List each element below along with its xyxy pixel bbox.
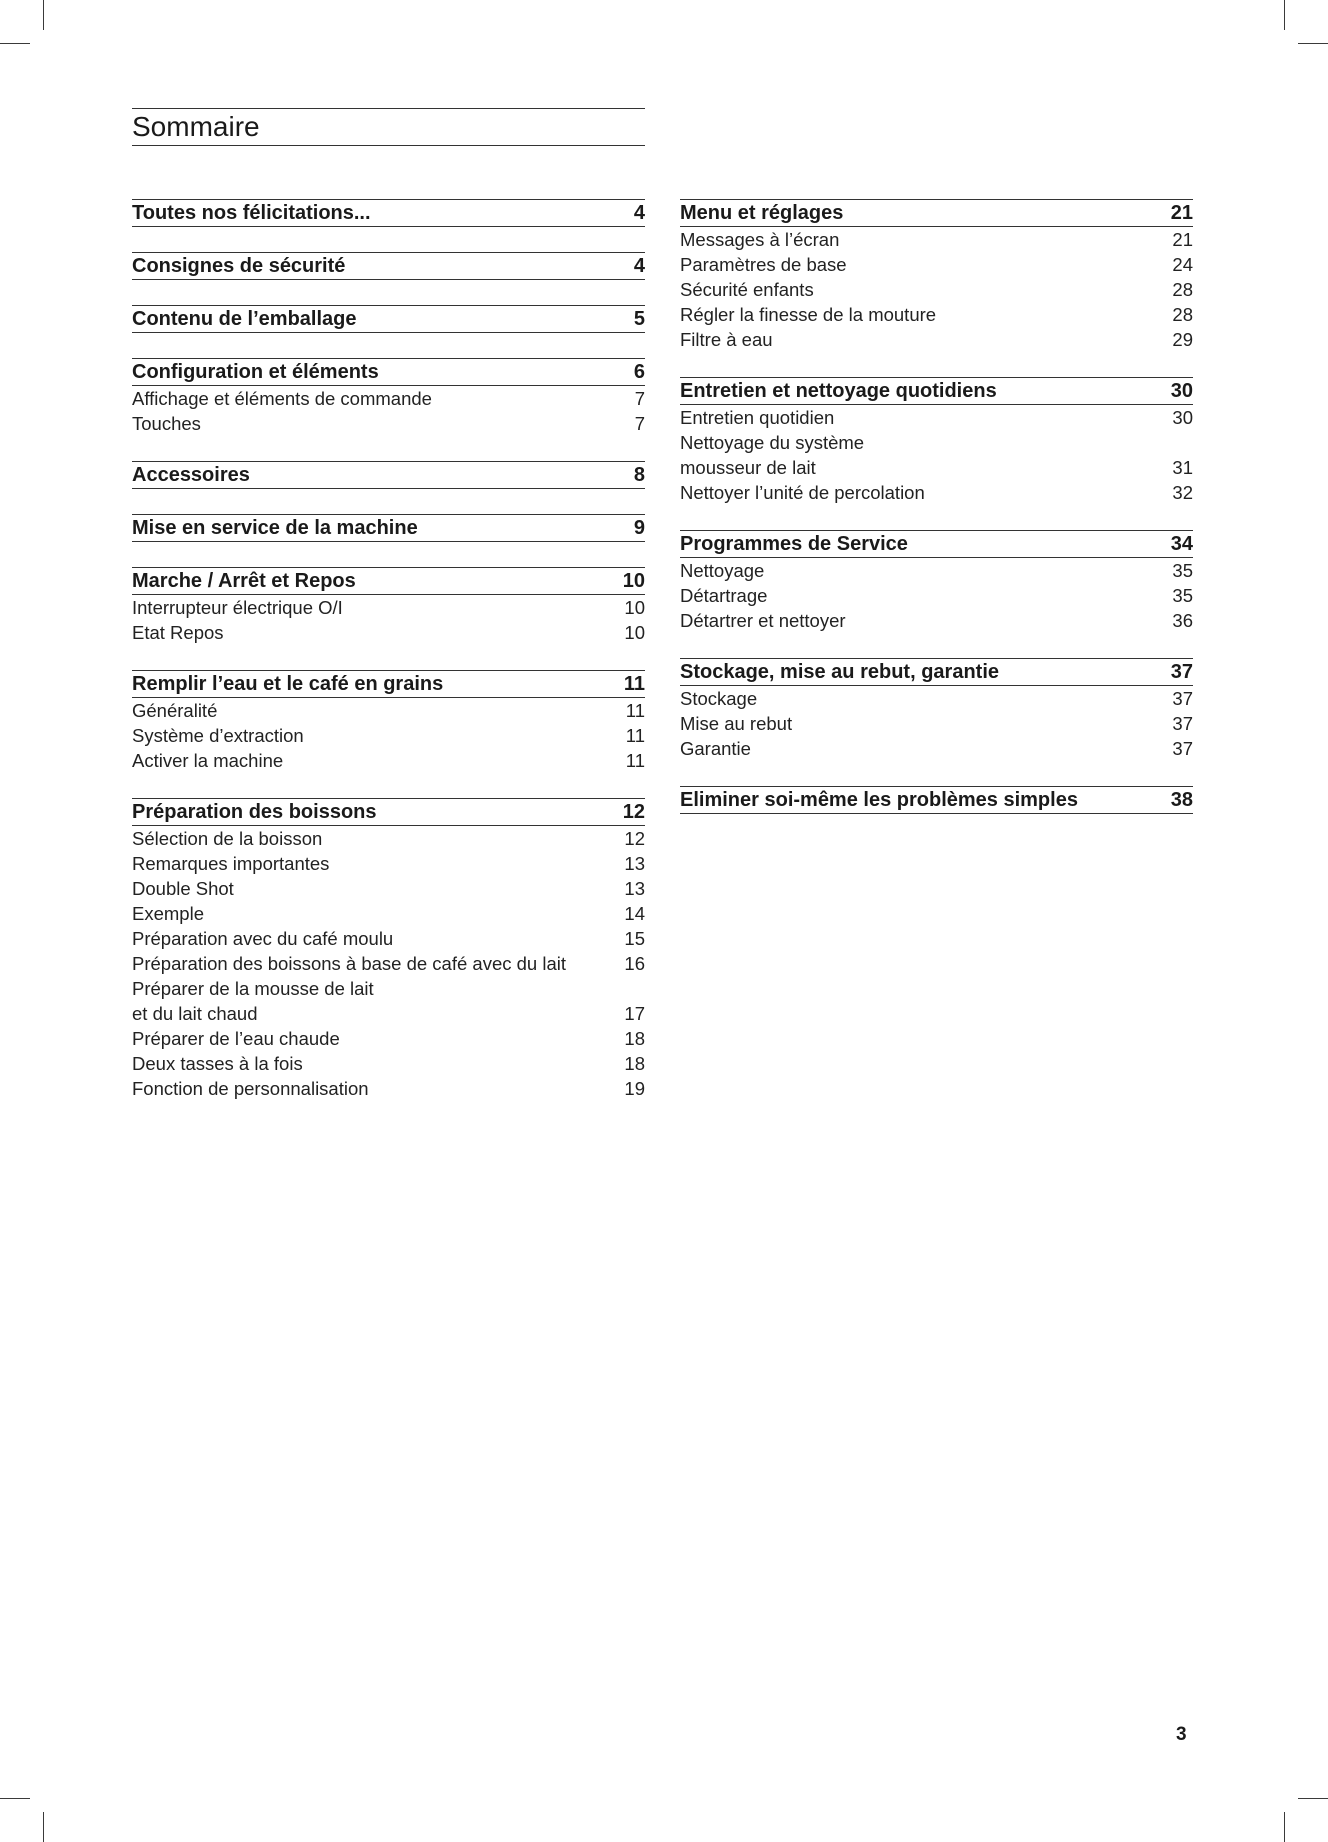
entry-label: Préparer de l’eau chaude: [132, 1027, 340, 1049]
entry-label: Deux tasses à la fois: [132, 1052, 303, 1074]
section-title: Stockage, mise au rebut, garantie: [680, 660, 999, 683]
section-page-number: 6: [633, 360, 645, 383]
entry-label: Détartrer et nettoyer: [680, 609, 846, 631]
entry-label: Affichage et éléments de commande: [132, 387, 432, 409]
section-page-number: 30: [1170, 379, 1193, 402]
crop-mark: [1298, 1798, 1328, 1799]
toc-section: [132, 514, 645, 542]
section-title: Mise en service de la machine: [132, 516, 418, 539]
section-title: Toutes nos félicitations...: [132, 201, 371, 224]
entry-page-number: 14: [624, 902, 645, 924]
entry-label: Garantie: [680, 737, 751, 759]
section-title: Remplir l’eau et le café en grains: [132, 672, 444, 695]
section-title: Eliminer soi-même les problèmes simples: [680, 788, 1078, 811]
toc-entry[interactable]: [680, 711, 1193, 736]
toc-section: [132, 199, 645, 227]
toc-entry[interactable]: [132, 851, 645, 876]
entry-label: Préparation avec du café moulu: [132, 927, 394, 949]
toc-entry[interactable]: [132, 951, 645, 976]
toc-section-heading[interactable]: [680, 786, 1193, 814]
toc-entry[interactable]: [132, 620, 645, 645]
entry-page-number: 32: [1172, 481, 1193, 503]
entry-label: Nettoyer l’unité de percolation: [680, 481, 925, 503]
section-title: Préparation des boissons: [132, 800, 377, 823]
entry-page-number: 28: [1172, 278, 1193, 300]
toc-entry[interactable]: [680, 302, 1193, 327]
section-title: Accessoires: [132, 463, 250, 486]
entry-page-number: 10: [624, 621, 645, 643]
toc-section: [680, 199, 1193, 352]
toc-section-heading[interactable]: [680, 377, 1193, 405]
section-page-number: 8: [633, 463, 645, 486]
entry-label: Activer la machine: [132, 749, 284, 771]
entry-label: Stockage: [680, 687, 758, 709]
toc-section: [680, 786, 1193, 814]
entry-label: Remarques importantes: [132, 852, 330, 874]
toc-section-heading[interactable]: [132, 199, 645, 227]
toc-section-heading[interactable]: [132, 461, 645, 489]
entry-label: Touches: [132, 412, 201, 434]
entry-page-number: 35: [1172, 584, 1193, 606]
toc-entry[interactable]: [132, 1051, 645, 1076]
entry-page-number: 12: [624, 827, 645, 849]
entry-page-number: 31: [1172, 456, 1193, 478]
toc-entry[interactable]: [132, 1001, 645, 1026]
toc-section-heading[interactable]: [132, 670, 645, 698]
entry-page-number: 11: [625, 699, 645, 721]
section-title: Configuration et éléments: [132, 360, 379, 383]
entry-page-number: 30: [1172, 406, 1193, 428]
toc-entry[interactable]: [132, 926, 645, 951]
entry-label: mousseur de lait: [680, 456, 816, 478]
section-page-number: 4: [633, 201, 645, 224]
toc-entry[interactable]: [680, 277, 1193, 302]
entry-label: Fonction de personnalisation: [132, 1077, 369, 1099]
toc-entry[interactable]: [132, 698, 645, 723]
section-title: Contenu de l’emballage: [132, 307, 357, 330]
section-page-number: 5: [633, 307, 645, 330]
entry-page-number: 16: [624, 952, 645, 974]
toc-section-heading[interactable]: [680, 199, 1193, 227]
entry-page-number: 36: [1172, 609, 1193, 631]
section-page-number: 10: [622, 569, 645, 592]
toc-section-heading[interactable]: [132, 252, 645, 280]
toc-entry[interactable]: [132, 723, 645, 748]
entry-label: Sécurité enfants: [680, 278, 814, 300]
entry-page-number: 11: [625, 724, 645, 746]
toc-entry[interactable]: [132, 1076, 645, 1101]
entry-label: Messages à l’écran: [680, 228, 840, 250]
crop-mark: [43, 0, 44, 30]
crop-mark: [0, 1798, 30, 1799]
toc-section: [680, 530, 1193, 633]
entry-label: Sélection de la boisson: [132, 827, 323, 849]
toc-section-heading[interactable]: [132, 514, 645, 542]
entry-page-number: 10: [624, 596, 645, 618]
toc-section-heading[interactable]: [132, 798, 645, 826]
section-title: Menu et réglages: [680, 201, 844, 224]
entry-page-number: 18: [624, 1052, 645, 1074]
toc-entry[interactable]: [680, 227, 1193, 252]
toc-left-column: [132, 199, 645, 1126]
entry-page-number: 24: [1172, 253, 1193, 275]
entry-page-number: 13: [624, 877, 645, 899]
toc-section: [132, 461, 645, 489]
toc-section: [680, 658, 1193, 761]
toc-section-heading[interactable]: [132, 358, 645, 386]
entry-label: Interrupteur électrique O/I: [132, 596, 343, 618]
entry-label: Régler la finesse de la mouture: [680, 303, 937, 325]
toc-entry[interactable]: [680, 608, 1193, 633]
entry-page-number: 37: [1172, 687, 1193, 709]
entry-label: Exemple: [132, 902, 204, 924]
entry-page-number: 28: [1172, 303, 1193, 325]
section-title: Consignes de sécurité: [132, 254, 346, 277]
toc-entry[interactable]: [132, 595, 645, 620]
toc-section: [132, 305, 645, 333]
toc-entry[interactable]: [132, 411, 645, 436]
toc-entry[interactable]: [132, 1026, 645, 1051]
page-title: Sommaire: [132, 111, 260, 142]
entry-page-number: 37: [1172, 737, 1193, 759]
toc-entry[interactable]: [680, 430, 1193, 455]
toc-right-column: [680, 199, 1193, 839]
toc-entry[interactable]: [680, 480, 1193, 505]
toc-section-heading[interactable]: [132, 305, 645, 333]
section-page-number: 4: [633, 254, 645, 277]
toc-section: [132, 567, 645, 645]
entry-page-number: 18: [624, 1027, 645, 1049]
entry-label: et du lait chaud: [132, 1002, 258, 1024]
entry-label: Filtre à eau: [680, 328, 773, 350]
toc-entry[interactable]: [680, 405, 1193, 430]
section-title: Programmes de Service: [680, 532, 908, 555]
toc-section: [132, 252, 645, 280]
section-page-number: 12: [622, 800, 645, 823]
entry-page-number: 13: [624, 852, 645, 874]
section-page-number: 11: [623, 672, 645, 695]
toc-entry[interactable]: [132, 901, 645, 926]
entry-label: Préparation des boissons à base de café avec du lait: [132, 952, 567, 974]
toc-section: [132, 798, 645, 1101]
section-page-number: 38: [1170, 788, 1193, 811]
entry-label: Double Shot: [132, 877, 234, 899]
toc-section: [680, 377, 1193, 505]
section-title: Marche / Arrêt et Repos: [132, 569, 356, 592]
entry-label: Mise au rebut: [680, 712, 793, 734]
entry-page-number: 29: [1172, 328, 1193, 350]
section-title: Entretien et nettoyage quotidiens: [680, 379, 997, 402]
crop-mark: [1298, 43, 1328, 44]
entry-label: Nettoyage: [680, 559, 765, 581]
toc-section: [132, 670, 645, 773]
toc-section-heading[interactable]: [680, 658, 1193, 686]
toc-section-heading[interactable]: [132, 567, 645, 595]
entry-page-number: 15: [624, 927, 645, 949]
entry-label: Paramètres de base: [680, 253, 847, 275]
toc-entry[interactable]: [680, 252, 1193, 277]
entry-label: Généralité: [132, 699, 218, 721]
entry-page-number: 11: [625, 749, 645, 771]
toc-section: [132, 358, 645, 436]
entry-page-number: 35: [1172, 559, 1193, 581]
toc-section-heading[interactable]: [680, 530, 1193, 558]
entry-label: Entretien quotidien: [680, 406, 835, 428]
entry-page-number: 17: [624, 1002, 645, 1024]
toc-entry[interactable]: [132, 976, 645, 1001]
toc-entry[interactable]: [680, 327, 1193, 352]
section-page-number: 37: [1170, 660, 1193, 683]
crop-mark: [43, 1812, 44, 1842]
crop-mark: [0, 43, 30, 44]
entry-label: Détartrage: [680, 584, 768, 606]
toc-entry[interactable]: [680, 736, 1193, 761]
entry-label: Préparer de la mousse de lait: [132, 977, 374, 999]
entry-page-number: 7: [634, 387, 645, 409]
page-number: 3: [1176, 1724, 1187, 1745]
section-page-number: 21: [1170, 201, 1193, 224]
title-block: [132, 108, 645, 146]
toc-entry[interactable]: [132, 826, 645, 851]
entry-page-number: 37: [1172, 712, 1193, 734]
entry-page-number: 19: [624, 1077, 645, 1099]
section-page-number: 34: [1170, 532, 1193, 555]
toc-entry[interactable]: [132, 386, 645, 411]
crop-mark: [1284, 0, 1285, 30]
toc-entry[interactable]: [132, 876, 645, 901]
section-page-number: 9: [633, 516, 645, 539]
entry-page-number: 21: [1172, 228, 1193, 250]
entry-label: Nettoyage du système: [680, 431, 865, 453]
toc-entry[interactable]: [680, 455, 1193, 480]
entry-label: Système d’extraction: [132, 724, 304, 746]
entry-page-number: 7: [634, 412, 645, 434]
toc-entry[interactable]: [680, 558, 1193, 583]
toc-entry[interactable]: [132, 748, 645, 773]
toc-entry[interactable]: [680, 583, 1193, 608]
crop-mark: [1284, 1812, 1285, 1842]
toc-entry[interactable]: [680, 686, 1193, 711]
entry-label: Etat Repos: [132, 621, 224, 643]
